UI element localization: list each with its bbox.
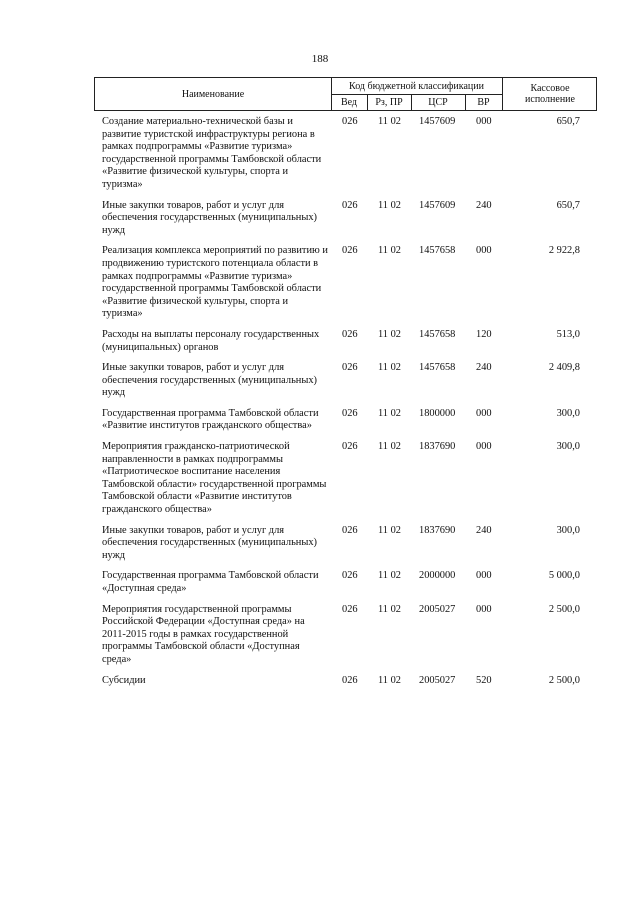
row-csr: 1457658: [419, 362, 456, 374]
row-ved: 026: [342, 245, 358, 257]
table-row: [0, 675, 640, 688]
row-vr: 520: [476, 674, 492, 686]
row-rz: 11 02: [378, 199, 401, 211]
row-csr: 1457609: [419, 116, 456, 127]
row-ved: 026: [342, 570, 358, 582]
header-divider: [502, 78, 503, 110]
row-ved: 026: [342, 362, 358, 374]
row-vr: 240: [476, 524, 492, 536]
table-row: [0, 525, 640, 563]
row-vr: 240: [476, 199, 492, 211]
row-csr: 1457658: [419, 328, 456, 340]
row-sum: 300,0: [556, 524, 580, 536]
row-name: Создание материально-технической базы и развитие туристской инфраструктуры региона в рамках подпрограммы «Развитие туризма» государственной программы Тамбовской области «Развитие физической культуры, спорта и туризма»: [102, 116, 322, 190]
row-vr: 000: [476, 570, 492, 582]
row-ved: 026: [342, 407, 358, 419]
row-rz: 11 02: [378, 245, 401, 257]
row-ved: 026: [342, 524, 358, 536]
table-row: [0, 329, 640, 354]
row-ved: 026: [342, 328, 358, 340]
row-rz: 11 02: [378, 674, 401, 686]
table-row: [0, 362, 640, 400]
row-ved: 026: [342, 199, 358, 211]
row-vr: 000: [476, 245, 492, 257]
header-vr: ВР: [477, 97, 490, 108]
table-row: [0, 245, 640, 321]
row-name: Иные закупки товаров, работ и услуг для обеспечения государственных (муниципальных) нужд: [102, 524, 318, 561]
row-csr: 2000000: [419, 570, 456, 582]
table-row: [0, 200, 640, 238]
row-name: Иные закупки товаров, работ и услуг для обеспечения государственных (муниципальных) нужд: [102, 362, 318, 399]
row-rz: 11 02: [378, 570, 401, 582]
row-vr: 000: [476, 116, 492, 127]
row-csr: 1837690: [419, 441, 456, 453]
row-sum: 300,0: [556, 407, 580, 419]
table-row: [0, 441, 640, 517]
row-name: Государственная программа Тамбовской области «Доступная среда»: [102, 570, 319, 594]
table-row: [0, 570, 640, 595]
row-vr: 120: [476, 328, 492, 340]
table-row: [0, 604, 640, 667]
row-name: Расходы на выплаты персоналу государственных (муниципальных) органов: [102, 328, 320, 353]
table-row: [0, 408, 640, 433]
row-name: Реализация комплекса мероприятий по развитию и продвижению туристского потенциала области в рамках подпрограммы «Развитие туризма» государственной программы Тамбовской области «Развитие физической культуры, спорта и туризма»: [102, 245, 328, 320]
row-csr: 1457609: [419, 199, 456, 211]
row-csr: 1457658: [419, 245, 456, 257]
row-csr: 2005027: [419, 603, 456, 615]
row-sum: 2 500,0: [548, 603, 580, 615]
row-rz: 11 02: [378, 328, 401, 340]
row-sum: 5 000,0: [548, 570, 580, 582]
header-name: Наименование: [181, 89, 245, 100]
header-code-group: Код бюджетной классификации: [349, 81, 484, 92]
row-rz: 11 02: [378, 407, 401, 419]
header-divider: [331, 94, 502, 95]
row-ved: 026: [342, 116, 358, 127]
row-name: Мероприятия гражданско-патриотической направленности в рамках подпрограммы «Патриотическое воспитание населения Тамбовской области» государственной программы Тамбовской области «Развитие институтов гражданского общества»: [102, 441, 327, 516]
row-sum: 650,7: [556, 116, 580, 127]
row-sum: 2 922,8: [548, 245, 580, 257]
table-row: [0, 116, 640, 192]
table-body: [0, 116, 640, 695]
page-number: 188: [311, 53, 329, 65]
row-sum: 650,7: [556, 199, 580, 211]
row-csr: 1837690: [419, 524, 456, 536]
header-sum: Кассовое исполнение: [525, 83, 575, 105]
row-vr: 240: [476, 362, 492, 374]
row-name: Государственная программа Тамбовской области «Развитие институтов гражданского общества»: [102, 407, 319, 432]
row-csr: 2005027: [419, 674, 456, 686]
row-rz: 11 02: [378, 603, 401, 615]
row-ved: 026: [342, 674, 358, 686]
row-vr: 000: [476, 441, 492, 453]
row-sum: 2 500,0: [548, 674, 580, 686]
row-sum: 513,0: [556, 328, 580, 340]
row-ved: 026: [342, 441, 358, 453]
row-ved: 026: [342, 603, 358, 615]
header-ved: Вед: [340, 97, 358, 108]
row-sum: 2 409,8: [548, 362, 580, 374]
row-vr: 000: [476, 407, 492, 419]
row-rz: 11 02: [378, 116, 401, 127]
row-name: Мероприятия государственной программы Российской Федерации «Доступная среда» на 2011-2015 годы в рамках государственной программы Тамбовской области «Доступная среда»: [102, 603, 305, 665]
header-csr: ЦСР: [428, 97, 448, 108]
row-rz: 11 02: [378, 524, 401, 536]
row-rz: 11 02: [378, 362, 401, 374]
row-vr: 000: [476, 603, 492, 615]
row-name: Субсидии: [102, 674, 146, 686]
row-sum: 300,0: [556, 441, 580, 453]
header-rz: Рз, ПР: [375, 97, 403, 108]
row-name: Иные закупки товаров, работ и услуг для обеспечения государственных (муниципальных) нужд: [102, 199, 318, 236]
row-csr: 1800000: [419, 407, 456, 419]
table-header: [94, 77, 597, 111]
row-rz: 11 02: [378, 441, 401, 453]
